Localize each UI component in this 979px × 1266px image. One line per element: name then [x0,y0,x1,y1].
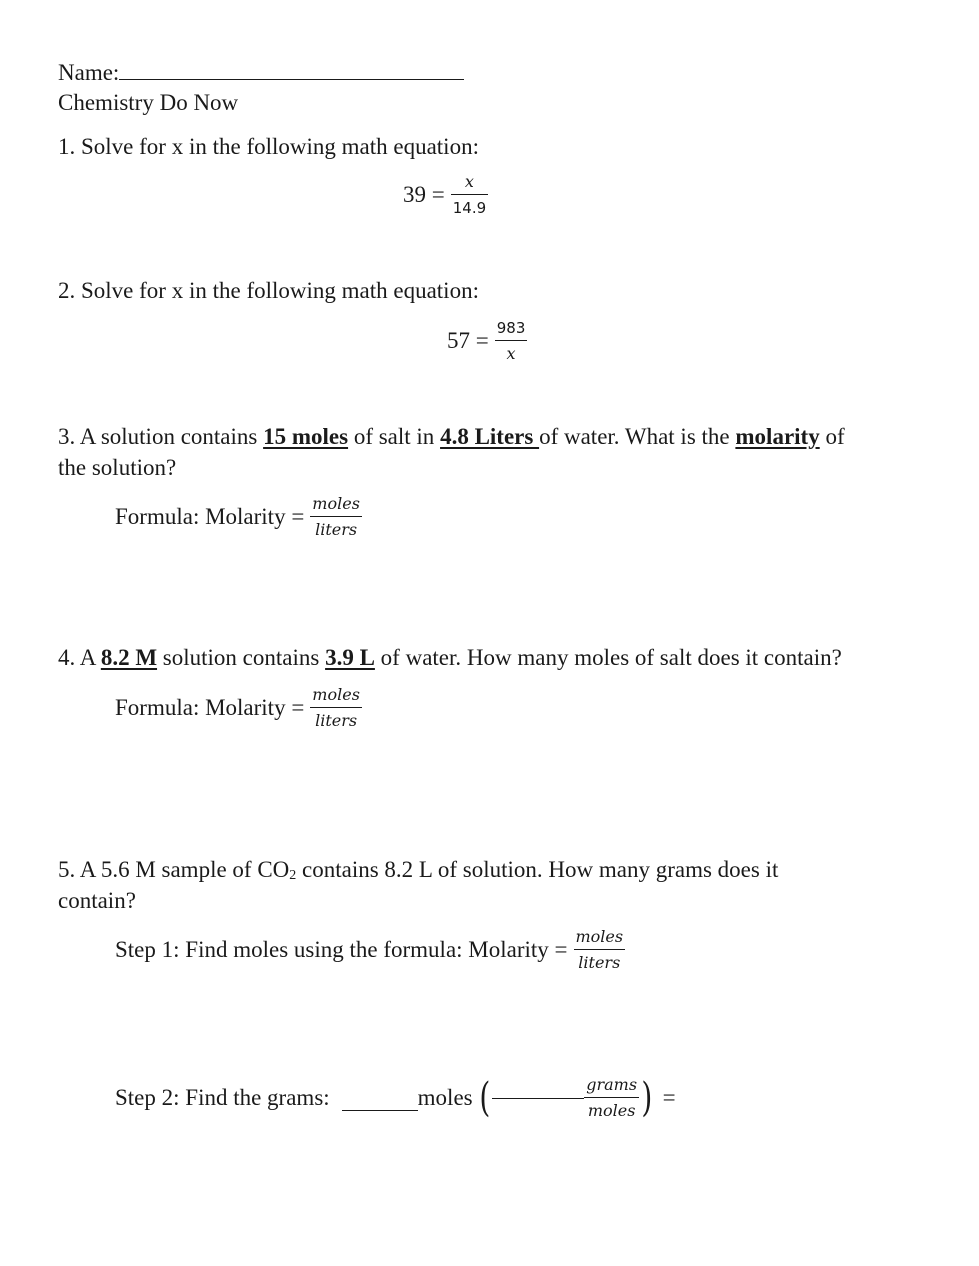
fraction-bar [574,949,626,950]
fraction [584,1075,639,1121]
equation-lhs: 39 = [403,182,445,207]
equals-sign: = [662,1085,676,1110]
question-5-step-2 [115,1075,676,1121]
q3-text-part: 3. A solution contains [58,424,264,449]
q4-text-part: 4. A [58,645,101,670]
fraction [495,318,528,364]
question-2-equation [447,318,527,364]
question-3-text-line2: the solution? [58,455,177,480]
q5-subscript: 2 [289,868,297,883]
q4-text-part: of water. How many moles of salt does it contain? [374,645,842,670]
fraction-denominator: 14.9 [452,199,487,217]
q3-molarity-term: molarity [735,424,820,449]
fraction-bar [584,1097,639,1098]
fraction-denominator: liters [315,711,358,730]
name-blank[interactable] [119,57,464,80]
formula-label: Formula: Molarity = [115,504,305,529]
q5-text-part: 5. A 5.6 M sample of CO [58,857,290,882]
fraction-bar [310,707,362,708]
question-3-formula [115,494,362,540]
question-5-text-line2: contain? [58,888,136,913]
fraction [574,927,626,973]
fraction-bar [451,194,488,195]
fraction-numerator: x [464,172,474,191]
question-4-text [58,643,842,673]
q3-text-part: of [819,424,845,449]
fraction [310,685,362,731]
question-5-text [58,855,778,891]
fraction [451,172,488,218]
fraction-numerator: moles [312,685,360,704]
name-line [58,57,464,88]
moles-blank[interactable] [342,1086,418,1111]
fraction-numerator: 983 [496,319,526,337]
left-paren: ( [478,1075,490,1121]
step-2-moles-unit: moles [417,1085,473,1110]
name-label: Name: [58,60,120,85]
fraction-denominator: liters [578,953,621,972]
question-1-equation [403,172,488,218]
q4-molarity-value: 8.2 M [100,645,158,670]
fraction-denominator: x [506,344,516,363]
step-2-label: Step 2: Find the grams: [115,1085,330,1110]
q4-liters-value: 3.9 L [325,645,375,670]
question-5-step-1 [115,927,625,973]
q4-text-part: solution contains [157,645,326,670]
question-3-text [58,422,845,452]
fraction-denominator: moles [587,1101,636,1120]
fraction-numerator: moles [312,494,360,513]
page-subtitle: Chemistry Do Now [58,90,239,115]
fraction-denominator: liters [315,520,358,539]
right-paren: ) [641,1075,653,1121]
question-4-formula [115,685,362,731]
q3-liters-value: 4.8 Liters [440,424,540,449]
step-1-label: Step 1: Find moles using the formula: Molarity = [115,937,568,962]
question-1-text: 1. Solve for x in the following math equation: [58,134,479,159]
formula-label: Formula: Molarity = [115,695,305,720]
question-2-text: 2. Solve for x in the following math equation: [58,278,479,303]
q5-text-part: contains 8.2 L of solution. How many grams does it [296,857,779,882]
fraction-bar [310,516,362,517]
q3-moles-value: 15 moles [263,424,349,449]
fraction-numerator: moles [575,927,624,946]
fraction [310,494,362,540]
q3-text-part: of water. What is the [539,424,736,449]
fraction-bar [495,340,528,341]
fraction-numerator: grams [586,1075,638,1094]
conversion-blank[interactable] [492,1097,584,1099]
equation-lhs: 57 = [447,328,489,353]
q3-text-part: of salt in [348,424,441,449]
